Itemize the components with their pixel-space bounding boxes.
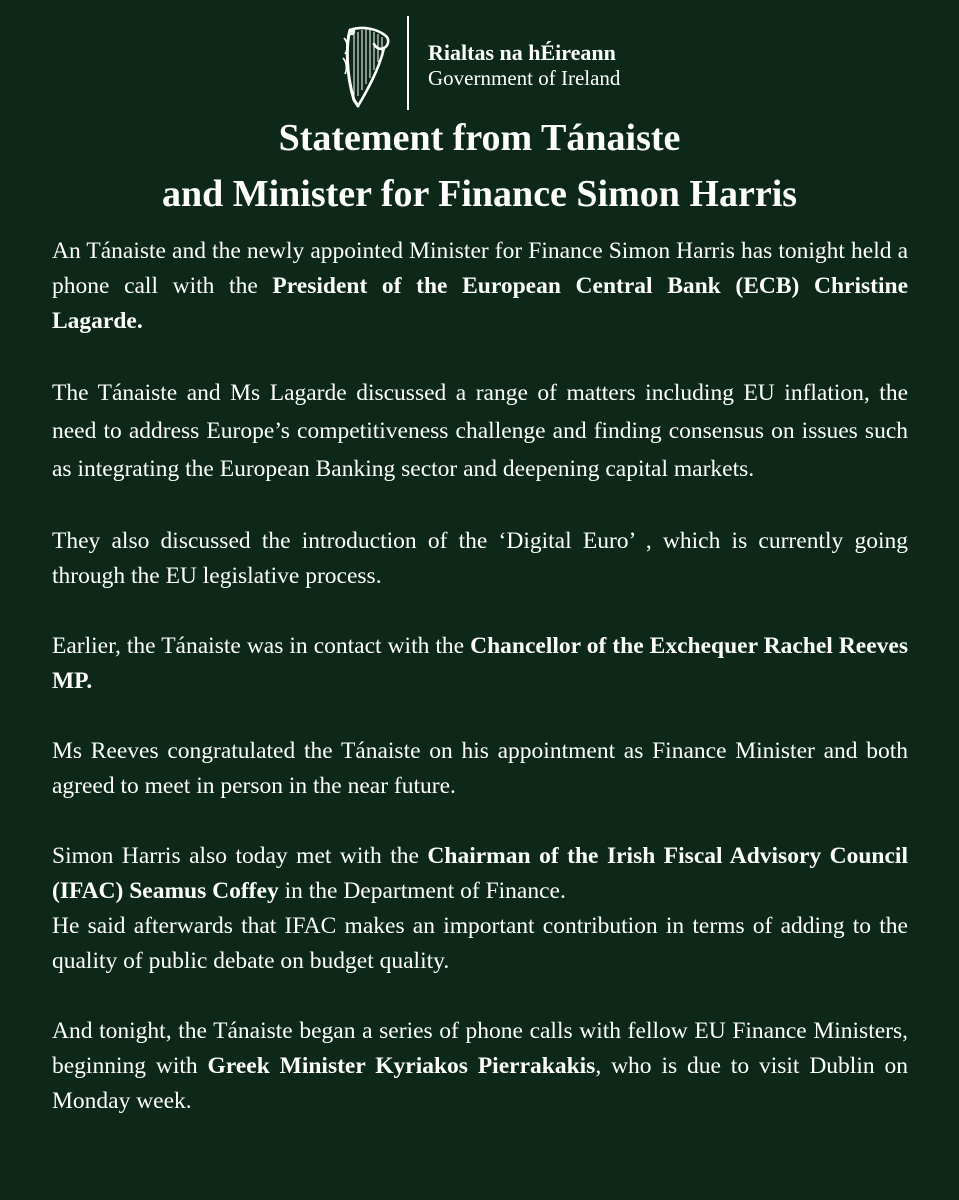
paragraph-reeves-congratulated: Ms Reeves congratulated the Tánaiste on his appointment as Finance Minister and both agreed to meet in person in the near future. [52,738,908,799]
statement-body [52,234,908,1154]
paragraph-ifac-contribution: He said afterwards that IFAC makes an important contribution in terms of adding to the quality of public debate on budget quality. [52,913,908,974]
title-line-2: and Minister for Finance Simon Harris [161,173,798,215]
brand-english-name: Government of Ireland [428,66,621,90]
header-divider [407,16,409,110]
paragraph-matters-discussed: The Tánaiste and Ms Lagarde discussed a range of matters including EU inflation, the need to address Europe’s competitiveness challenge and finding consensus on issues such as integrating the European Banking sector and deepening capital markets. [52,380,908,482]
paragraph-digital-euro: They also discussed the introduction of the ‘Digital Euro’ , which is currently going through the EU legislative process. [52,528,908,589]
paragraph-bold-text: Chancellor of the Exchequer Rachel Reeves MP. [52,633,908,694]
paragraph-text: in the Department of Finance. [278,878,566,904]
paragraph-ecb-call [52,234,908,339]
paragraph-text: An Tánaiste and the newly appointed Minister for Finance Simon Harris has tonight held a phone call with the [52,238,908,299]
paragraph-bold-text: Chairman of the Irish Fiscal Advisory Council (IFAC) Seamus Coffey [52,843,908,904]
paragraph-bold-text: President of the European Central Bank (ECB) Christine Lagarde. [52,273,909,334]
paragraph-chancellor-contact [52,629,908,699]
paragraph-bold-text: Greek Minister Kyriakos Pierrakakis [207,1053,596,1079]
government-header [0,14,959,108]
title-line-1: Statement from Tánaiste [278,117,681,159]
paragraph-text: , who is due to visit Dublin on Monday week. [52,1053,908,1114]
statement-title [0,110,959,222]
paragraph-text: Earlier, the Tánaiste was in contact with the [52,633,471,659]
government-brand [428,40,620,90]
brand-irish-name: Rialtas na hÉireann [428,40,616,65]
paragraph-ifac-meeting [52,839,908,909]
paragraph-text: Simon Harris also today met with the [52,843,428,869]
harp-icon [340,24,392,110]
paragraph-text: And tonight, the Tánaiste began a series of phone calls with fellow EU Finance Ministers, beginning with [52,1018,908,1079]
paragraph-eu-ministers-calls [52,1014,908,1119]
